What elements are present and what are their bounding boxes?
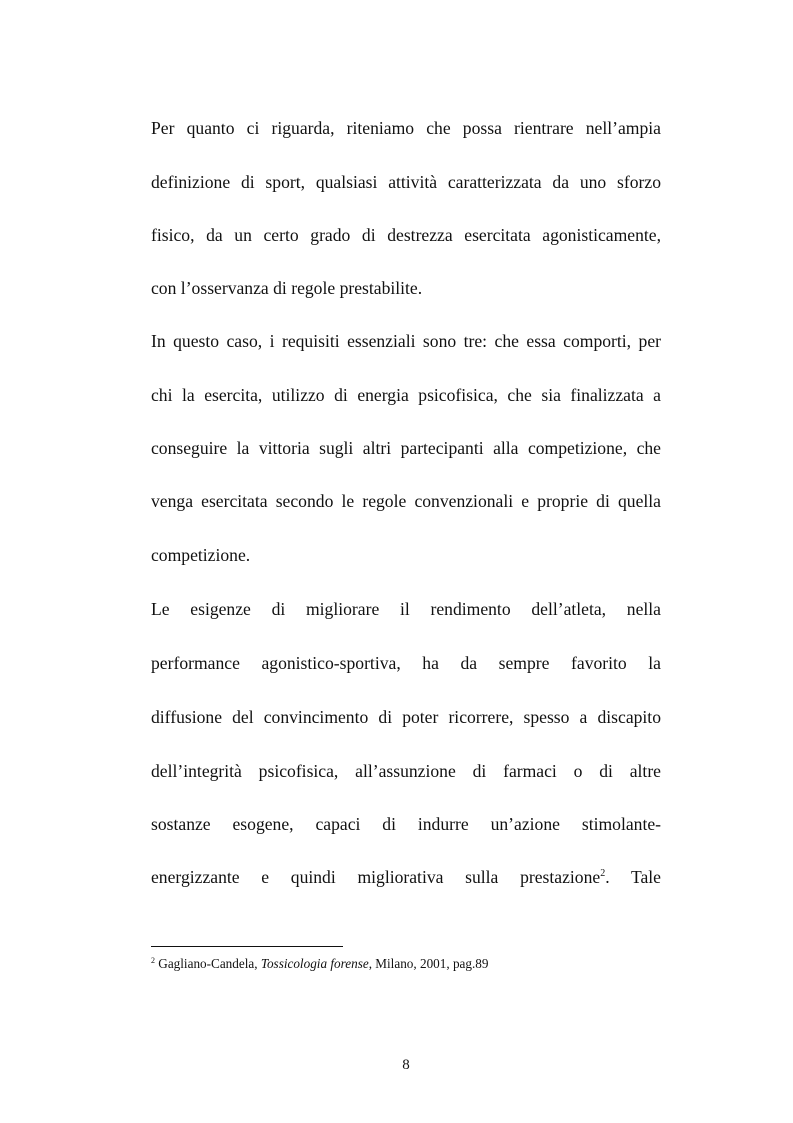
text-segment: . Tale [605,867,661,887]
text-line: competizione. [151,545,251,565]
text-line-with-footnote-ref [151,866,661,888]
text-line: Per quanto ci riguarda, riteniamo che possa rientrare nell’ampia [151,118,661,138]
text-line: dell’integrità psicofisica, all’assunzione di farmaci o di altre [151,761,661,781]
footnote-details: , Milano, 2001, pag.89 [368,956,489,971]
footnote-title: Tossicologia forense [260,956,369,971]
text-line: venga esercitata secondo le regole convenzionali e proprie di quella [151,491,661,511]
footnote [151,955,488,973]
text-line: fisico, da un certo grado di destrezza esercitata agonisticamente, [151,225,661,245]
text-line: In questo caso, i requisiti essenziali sono tre: che essa comporti, per [151,331,661,351]
text-line: con l’osservanza di regole prestabilite. [151,278,423,298]
text-line: chi la esercita, utilizzo di energia psicofisica, che sia finalizzata a [151,385,661,405]
page-number: 8 [402,1057,410,1073]
text-line: sostanze esogene, capaci di indurre un’azione stimolante- [151,814,661,834]
text-line: diffusione del convincimento di poter ricorrere, spesso a discapito [151,707,661,727]
text-line: performance agonistico-sportiva, ha da sempre favorito la [151,653,661,673]
text-line: conseguire la vittoria sugli altri partecipanti alla competizione, che [151,438,661,458]
footnote-separator [151,946,343,947]
text-line: definizione di sport, qualsiasi attività caratterizzata da uno sforzo [151,172,661,192]
text-segment: energizzante e quindi migliorativa sulla prestazione [151,867,601,887]
footnote-number: 2 [151,956,155,965]
text-line: Le esigenze di migliorare il rendimento dell’atleta, nella [151,599,661,619]
footnote-author: Gagliano-Candela, [158,956,261,971]
footnote-reference[interactable]: 2 [600,868,606,879]
